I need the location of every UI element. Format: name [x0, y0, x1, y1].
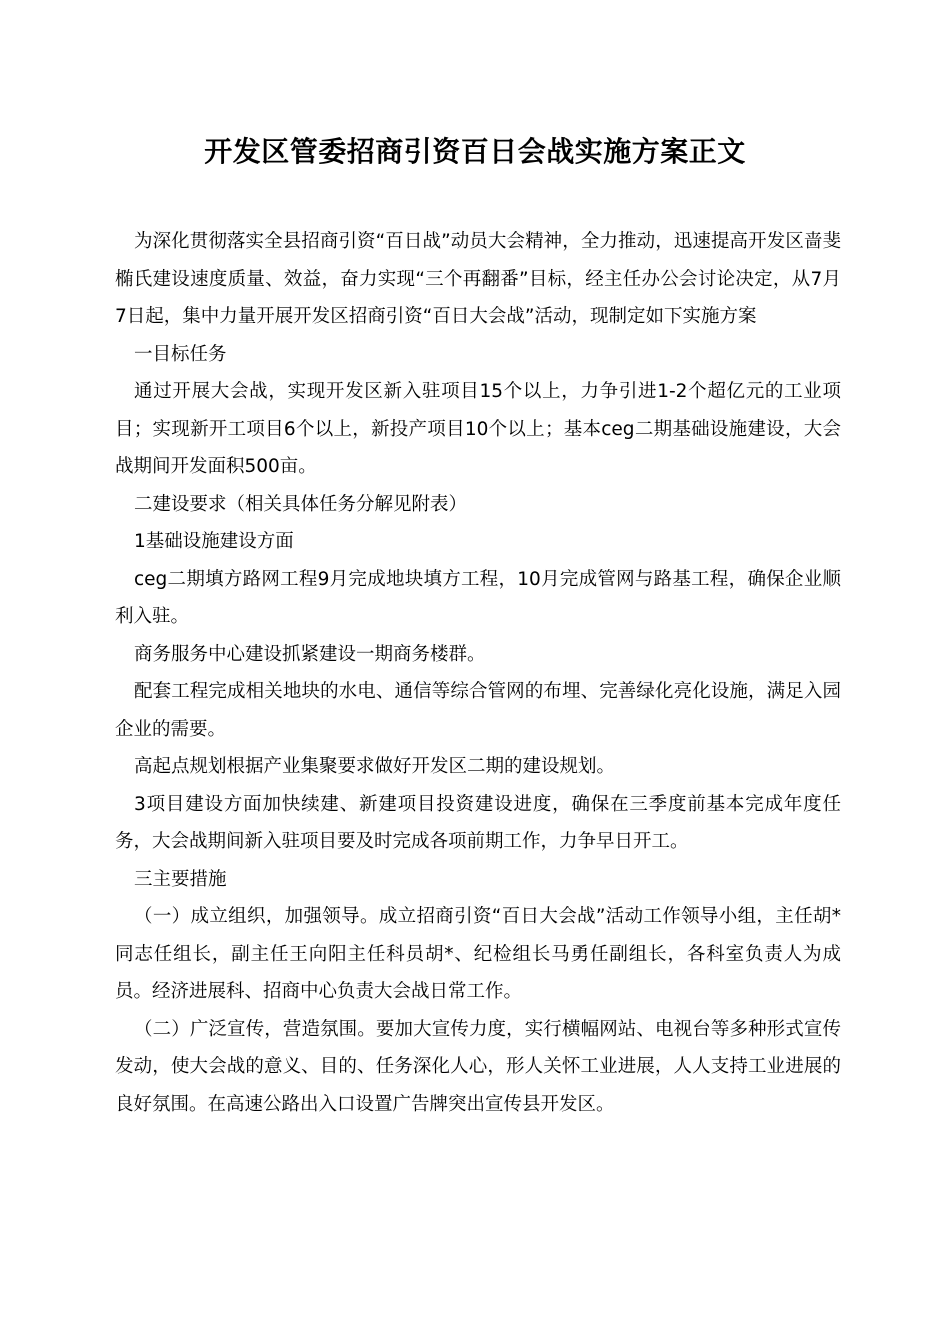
body-paragraph-goals: 通过开展大会战，实现开发区新入驻项目15个以上，力争引进1-2个超亿元的工业项目；实现新开工项目6个以上，新投产项目10个以上；基本ceg二期基础设施建设，大会战期间开发面积500亩。 [115, 381, 841, 477]
body-paragraph-planning: 高起点规划根据产业集聚要求做好开发区二期的建设规划。 [134, 756, 616, 777]
body-paragraph-road-network: ceg二期填方路网工程9月完成地块填方工程，10月完成管网与路基工程，确保企业顺利入驻。 [115, 568, 841, 627]
section-heading-requirements: 二建设要求（相关具体任务分解见附表） [134, 493, 468, 515]
body-paragraph-intro: 为深化贯彻落实全县招商引资“百日战”动员大会精神，全力推动，迅速提高开发区啬斐椭氏建设速度质量、效益，奋力实现“三个再翻番”目标，经主任办公会讨论决定，从7月7日起，集中力量开展开发区招商引资“百日大会战”活动，现制定如下实施方案 [115, 231, 841, 327]
body-paragraph-business-center: 商务服务中心建设抓紧建设一期商务楼群。 [134, 643, 486, 665]
body-paragraph-publicity: （二）广泛宣传，营造氛围。要加大宣传力度，实行横幅网站、电视台等多种形式宣传发动，使大会战的意义、目的、任务深化人心，形人关怀工业进展，人人支持工业进展的良好氛围。在高速公路出入口设置广告牌突出宣传县开发区。 [115, 1018, 841, 1115]
body-paragraph-organization: （一）成立组织，加强领导。成立招商引资“百日大会战”活动工作领导小组，主任胡*同志任组长，副主任王向阳主任科员胡*、纪检组长马勇任副组长，各科室负责人为成员。经济进展科、招商中心负责大会战日常工作。 [115, 906, 841, 1002]
body-paragraph-project-construction: 3项目建设方面加快续建、新建项目投资建设进度，确保在三季度前基本完成年度任务，大会战期间新入驻项目要及时完成各项前期工作，力争早日开工。 [115, 793, 841, 852]
subsection-heading-infrastructure: 1基础设施建设方面 [134, 531, 294, 552]
document-body [115, 223, 841, 1123]
body-paragraph-supporting-works: 配套工程完成相关地块的水电、通信等综合管网的布埋、完善绿化亮化设施，满足入园企业的需要。 [115, 681, 841, 740]
section-heading-measures: 三主要措施 [134, 868, 227, 890]
document-title: 开发区管委招商引资百日会战实施方案正文 [204, 135, 746, 168]
section-heading-goals: 一目标任务 [134, 343, 227, 365]
